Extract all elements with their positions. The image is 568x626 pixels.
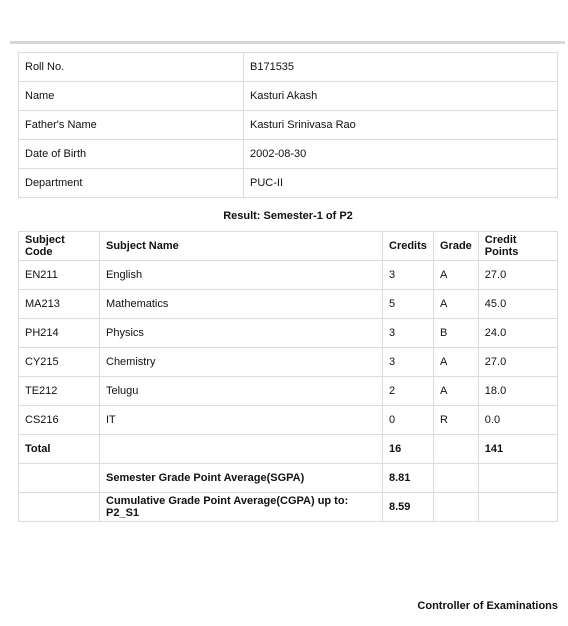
sgpa-label: Semester Grade Point Average(SGPA)	[100, 464, 383, 493]
subject-points: 18.0	[478, 377, 557, 406]
subject-credits: 2	[383, 377, 434, 406]
subject-row	[19, 261, 558, 290]
subject-row	[19, 290, 558, 319]
cgpa-empty-grade	[434, 493, 479, 522]
header-grade: Grade	[434, 232, 479, 261]
subject-grade: A	[434, 261, 479, 290]
dob-label: Date of Birth	[19, 140, 244, 169]
controller-signature-label: Controller of Examinations	[417, 600, 558, 612]
sgpa-empty-points	[478, 464, 557, 493]
header-credit-points: Credit Points	[478, 232, 557, 261]
name-label: Name	[19, 82, 244, 111]
header-credits: Credits	[383, 232, 434, 261]
dob-value: 2002-08-30	[244, 140, 558, 169]
student-info-table	[18, 52, 558, 198]
roll-value: B171535	[244, 53, 558, 82]
grades-table	[18, 231, 558, 522]
subject-name: Mathematics	[100, 290, 383, 319]
subject-credits: 3	[383, 348, 434, 377]
header-subject-code: Subject Code	[19, 232, 100, 261]
father-label: Father's Name	[19, 111, 244, 140]
subject-code: CY215	[19, 348, 100, 377]
subject-row	[19, 348, 558, 377]
subject-grade: B	[434, 319, 479, 348]
cgpa-value: 8.59	[383, 493, 434, 522]
subject-points: 27.0	[478, 261, 557, 290]
subject-credits: 3	[383, 261, 434, 290]
subject-name: IT	[100, 406, 383, 435]
info-row-dept	[19, 169, 558, 198]
subject-points: 0.0	[478, 406, 557, 435]
result-title: Result: Semester-1 of P2	[223, 210, 353, 222]
header-subject-name: Subject Name	[100, 232, 383, 261]
subject-credits: 3	[383, 319, 434, 348]
subject-grade: A	[434, 290, 479, 319]
grades-header-row	[19, 232, 558, 261]
cgpa-row	[19, 493, 558, 522]
subject-code: MA213	[19, 290, 100, 319]
info-row-father	[19, 111, 558, 140]
dept-value: PUC-II	[244, 169, 558, 198]
top-divider	[10, 41, 565, 44]
subject-credits: 5	[383, 290, 434, 319]
total-points: 141	[478, 435, 557, 464]
subject-code: EN211	[19, 261, 100, 290]
subject-name: English	[100, 261, 383, 290]
subject-row	[19, 406, 558, 435]
subject-row	[19, 377, 558, 406]
sgpa-empty-grade	[434, 464, 479, 493]
total-label: Total	[19, 435, 100, 464]
subject-code: PH214	[19, 319, 100, 348]
cgpa-empty-points	[478, 493, 557, 522]
subject-row	[19, 319, 558, 348]
cgpa-empty-cell	[19, 493, 100, 522]
dept-label: Department	[19, 169, 244, 198]
father-value: Kasturi Srinivasa Rao	[244, 111, 558, 140]
subject-grade: A	[434, 348, 479, 377]
sgpa-row	[19, 464, 558, 493]
subject-name: Chemistry	[100, 348, 383, 377]
info-row-dob	[19, 140, 558, 169]
subject-name: Physics	[100, 319, 383, 348]
subject-name: Telugu	[100, 377, 383, 406]
subject-grade: A	[434, 377, 479, 406]
total-empty-grade	[434, 435, 479, 464]
total-row	[19, 435, 558, 464]
total-credits: 16	[383, 435, 434, 464]
subject-code: CS216	[19, 406, 100, 435]
subject-code: TE212	[19, 377, 100, 406]
subject-points: 24.0	[478, 319, 557, 348]
subject-points: 45.0	[478, 290, 557, 319]
total-empty-cell	[100, 435, 383, 464]
info-row-roll	[19, 53, 558, 82]
subject-grade: R	[434, 406, 479, 435]
sgpa-empty-cell	[19, 464, 100, 493]
sgpa-value: 8.81	[383, 464, 434, 493]
roll-label: Roll No.	[19, 53, 244, 82]
info-row-name	[19, 82, 558, 111]
name-value: Kasturi Akash	[244, 82, 558, 111]
subject-rows	[19, 261, 558, 435]
subject-credits: 0	[383, 406, 434, 435]
subject-points: 27.0	[478, 348, 557, 377]
cgpa-label: Cumulative Grade Point Average(CGPA) up to: P2_S1	[100, 493, 383, 522]
